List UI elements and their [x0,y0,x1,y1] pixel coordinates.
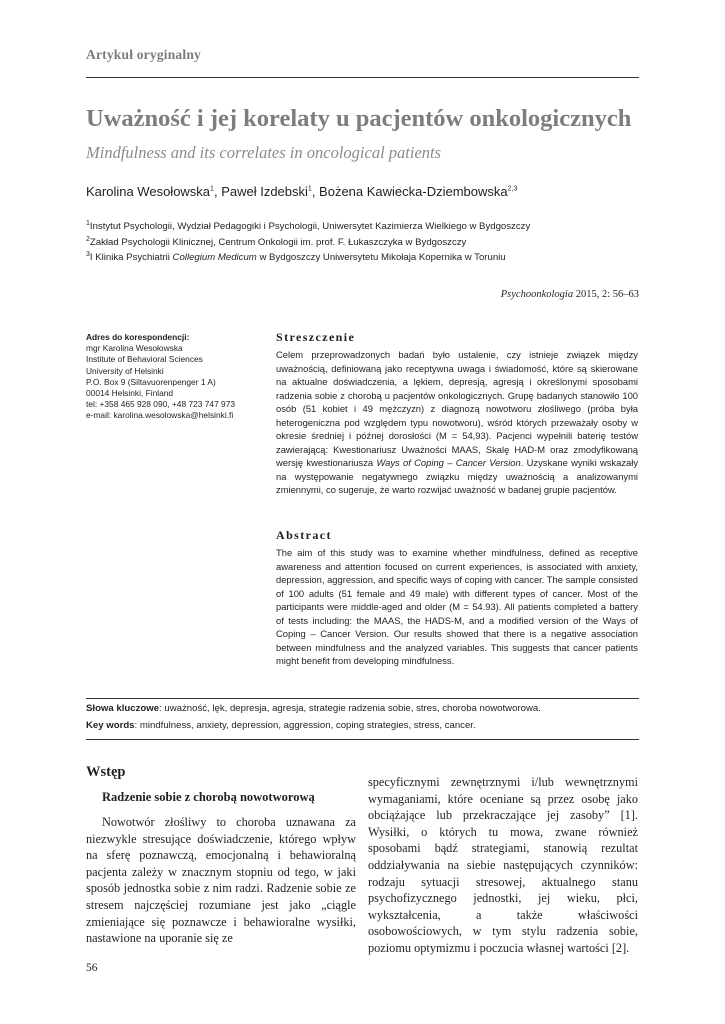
affiliation-text: Zakład Psychologii Klinicznej, Centrum Onkologii im. prof. F. Łukaszczyka w Bydgoszczy [89,237,467,248]
body-paragraph-right: specyficznymi zewnętrznymi i/lub wewnętrznymi wymaganiami, które oceniane są przez osobę jako obciążające lub przekraczające jej zasoby” [1]. Wysiłki, o których tu mowa, zwane również sposobami bądź strategiami, stanowią rezultat oddziaływania na siebie następujących czynników: rodzaju sytuacji stresowej, aktualnego stanu psychofizycznego jednostki, jej wieku, płci, wykształcenia, a także właściwości osobowościowych, w tym stylu radzenia sobie, poziomu optymizmu i poczucia własnej wartości [2]. [368,775,638,955]
streszczenie-text [276,348,638,497]
affiliation-text: w Bydgoszczy Uniwersytetu Mikołaja Kopernika w Toruniu [256,252,506,263]
keywords-english-label: Key words [86,720,135,731]
author-name: Paweł Izdebski [221,184,308,199]
keywords-english [86,720,639,731]
keywords-polish-text: : uważność, lęk, depresja, agresja, strategie radzenia sobie, stres, choroba nowotworowa. [159,703,541,714]
keywords-polish [86,703,639,714]
streszczenie-heading: Streszczenie [276,330,356,344]
author-list: Karolina Wesołowska$^1$, Paweł Izdebski$^1$, Bożena Kawiecka-Dziembowska$^{2,3}$ [86,184,518,199]
keywords-rule-top [86,698,639,699]
correspondence-line: University of Helsinki [86,365,164,376]
affiliation [86,221,530,232]
journal-details: 2015, 2: 56–63 [573,289,639,300]
journal-reference [501,289,639,300]
correspondence-heading: Adres do korespondencji: [86,332,190,342]
author-affiliation-marker: 1 [307,185,312,193]
body-paragraph-left: Nowotwór złośliwy to choroba uznawana za niezwykle stresujące doświadczenie, którego wpływ na sferę poznawczą, emocjonalną i behawioralną pacjenta zależy w znacznym stopniu od tego, w jaki sposób jednostka sobie z nim radzi. Radzenie sobie ze stresem najczęściej rozumiane jest jako „ciągle zmieniające się poznawcze i behawioralne wysiłki, nastawione na uporanie się ze [86,815,356,946]
abstract-heading: Abstract [276,528,332,542]
streszczenie-text-italic: Ways of Coping – Cancer Version [376,457,521,468]
correspondence-block [86,332,266,422]
correspondence-line: mgr Karolina Wesołowska [86,343,183,354]
correspondence-line: Institute of Behavioral Sciences [86,354,203,365]
keywords-polish-label: Słowa kluczowe [86,703,160,714]
author-affiliation-marker: 2,3 [507,185,518,193]
affiliation-text-italic: Collegium Medicum [172,252,257,263]
streszczenie-text-part: . Uzyskane wyniki wskazały na występowanie negatywnego związku między uważnością a analizowanymi zmiennymi, co sugeruje, że warto rozwijać uważność w badanej grupie pacjentów. [276,457,639,495]
affiliation [86,252,506,263]
affiliation [86,237,466,248]
author-name: Karolina Wesołowska [86,184,211,199]
affiliation-text: Instytut Psychologii, Wydział Pedagogiki i Psychologii, Uniwersytet Kazimierza Wielkiego w Bydgoszczy [89,221,531,232]
affiliation-marker: 2 [86,235,90,243]
section-heading: Wstęp [86,764,126,780]
correspondence-line: tel: +358 465 928 090, +48 723 747 973 [86,399,236,410]
abstract-text: The aim of this study was to examine whether mindfulness, defined as receptive awareness and attention focused on current experiences, is associated with anxiety, depression, aggression, and specific ways of coping with cancer. The sample consisted of 100 adults (51 female and 49 male) with different types of cancer. Most of the participants were middle-aged and older (M = 54.93). All patients completed a battery of tests including: the MAAS, the HADS-M, and a modified version of the Ways of Coping – Cancer Version. Our results showed that there is a negative association between mindfulness and the analyzed variables. This suggests that cancer patients might benefit from developing mindfulness. [276,547,639,666]
correspondence-line: P.O. Box 9 (Siltavuorenpenger 1 A) [86,376,216,387]
author-affiliation-marker: 1 [210,185,214,193]
affiliation-marker: 1 [86,219,90,227]
journal-name: Psychoonkologia [500,289,574,300]
keywords-english-text: : mindfulness, anxiety, depression, aggression, coping strategies, stress, cancer. [134,720,476,731]
author-name: Bożena Kawiecka-Dziembowska [319,184,508,199]
affiliation-text: I Klinika Psychiatrii [89,252,173,263]
keywords-rule-bottom [86,739,639,740]
streszczenie-text-part: Celem przeprowadzonych badań było ustalenie, czy istnieje związek między uważnością, definiowaną jako receptywna uwaga i świadomość, które są skierowane na aktualne doświadczenia, a lękiem, depresją, agresją i określonymi sposobami radzenia sobie z chorobą u pacjentów onkologicznych. Grupę badanych stanowiło 100 osób (51 kobiet i 49 mężczyzn) z diagnozą nowotworu złośliwego (próba była heterogeniczna pod względem typu nowotworu), wśród których przeważały osoby w okresie średniej i późnej dorosłości (M = 54,93). Pacjenci wypełnili baterię testów zawierającą: Kwestionariusz Uważności MAAS, Skalę HAD-M oraz zmodyfikowaną wersję kwestionariusza [276,349,638,468]
section-label: Artykuł oryginalny [86,47,201,62]
page-number: 56 [86,962,98,974]
subsection-heading: Radzenie sobie z chorobą nowotworową [102,790,315,804]
correspondence-line: 00014 Helsinki, Finland [86,388,174,399]
article-title: Uważność i jej korelaty u pacjentów onkologicznych [86,105,632,132]
correspondence-email[interactable]: e-mail: karolina.wesolowska@helsinki.fi [86,410,234,421]
header-rule [86,77,639,78]
article-subtitle: Mindfulness and its correlates in oncological patients [86,143,442,162]
affiliation-marker: 3 [86,250,90,258]
